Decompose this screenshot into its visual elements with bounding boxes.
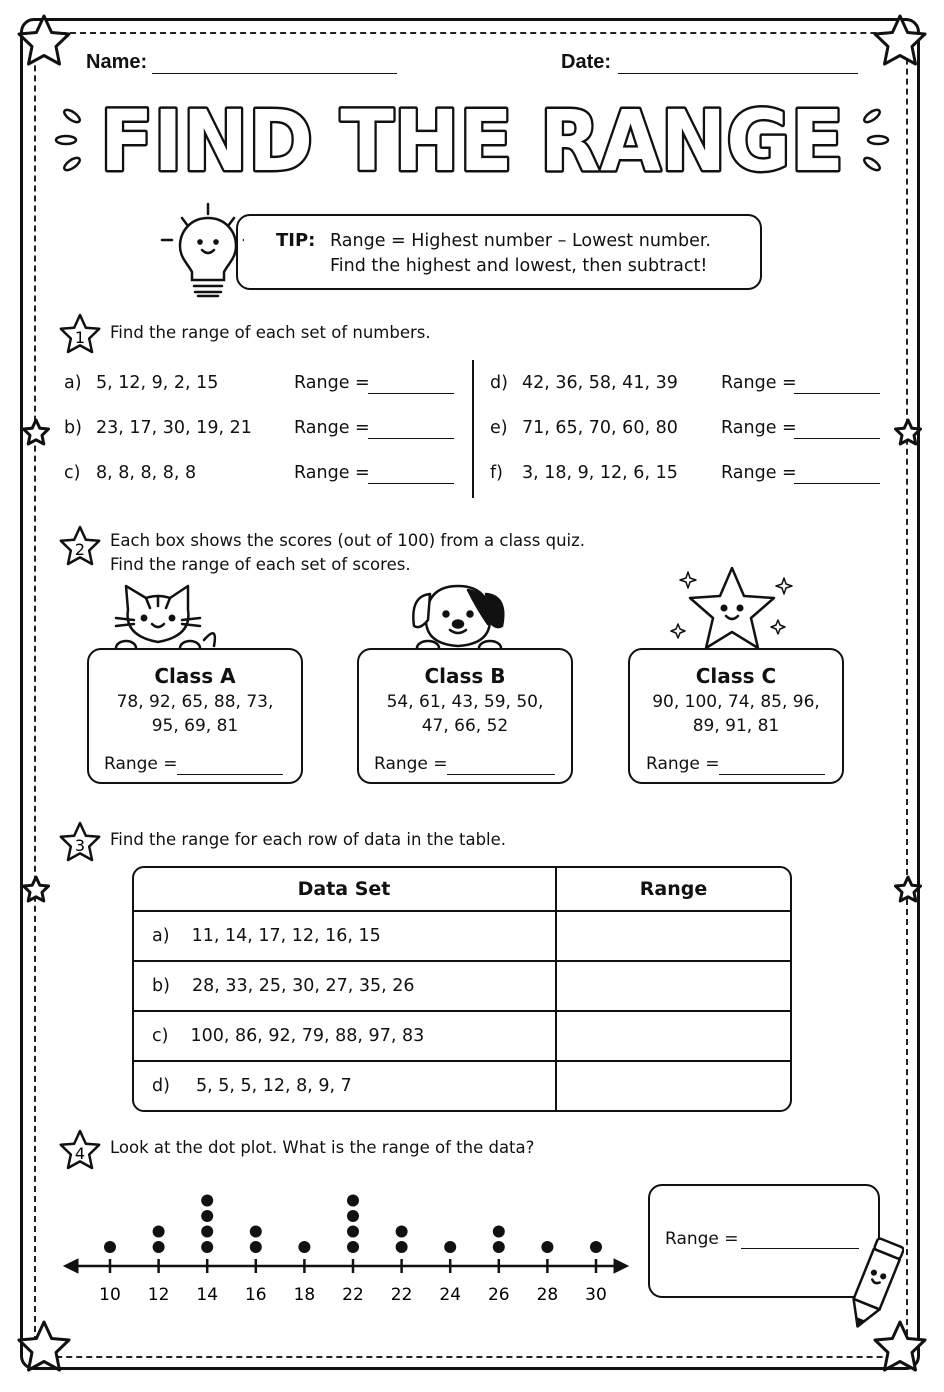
class-scores-line-1: 54, 61, 43, 59, 50, (386, 692, 544, 712)
table-row (134, 1012, 790, 1062)
item-values: 71, 65, 70, 60, 80 (522, 418, 678, 438)
tick-label: 26 (487, 1285, 510, 1305)
data-dot (444, 1241, 456, 1253)
class-c-box (628, 648, 844, 784)
question-2-star-icon (56, 522, 106, 568)
data-set-cell (134, 1012, 557, 1062)
column-header-range: Range (557, 868, 790, 912)
data-set-cell (134, 912, 557, 962)
question-3-star-icon (56, 818, 106, 864)
row-letter: d) (152, 1076, 170, 1096)
question-2-number: 2 (74, 540, 86, 559)
answer-blank[interactable] (794, 438, 880, 439)
data-table (132, 866, 792, 1112)
column-divider (472, 360, 474, 498)
class-name: Class C (695, 664, 777, 688)
class-scores-line-1: 78, 92, 65, 88, 73, (116, 692, 274, 712)
axis-left-arrow-icon (64, 1259, 78, 1273)
class-scores-line-1: 90, 100, 74, 85, 96, (652, 692, 820, 712)
class-scores-line-2: 89, 91, 81 (692, 716, 780, 736)
class-a-box (87, 648, 303, 784)
title-text: FIND THE RANGE (100, 92, 844, 190)
answer-blank[interactable] (368, 438, 454, 439)
answer-blank[interactable] (447, 774, 555, 775)
item-values: 8, 8, 8, 8, 8 (96, 463, 197, 483)
answer-blank[interactable] (794, 393, 880, 394)
data-dot (347, 1241, 359, 1253)
tick-label: 24 (439, 1285, 462, 1305)
data-dot (347, 1195, 359, 1207)
tick-label: 28 (536, 1285, 559, 1305)
tick-label: 16 (244, 1285, 267, 1305)
data-dot (493, 1241, 505, 1253)
range-label: Range = (294, 373, 370, 393)
range-answer-cell[interactable] (557, 1062, 790, 1110)
item-letter: d) (490, 373, 508, 393)
tip-box (236, 214, 762, 290)
answer-blank[interactable] (177, 774, 283, 775)
data-dot (541, 1241, 553, 1253)
dot-plot (60, 1180, 640, 1310)
table-row (134, 1062, 790, 1110)
answer-blank[interactable] (368, 483, 454, 484)
data-dot (153, 1226, 165, 1238)
range-label: Range = (721, 463, 797, 483)
dog-icon (404, 580, 514, 658)
question-4-prompt: Look at the dot plot. What is the range of the data? (110, 1138, 535, 1157)
answer-blank[interactable] (741, 1248, 859, 1249)
class-b-box (357, 648, 573, 784)
range-label: Range = (294, 418, 370, 438)
data-dot (201, 1241, 213, 1253)
data-dot (250, 1241, 262, 1253)
row-values: 11, 14, 17, 12, 16, 15 (191, 926, 381, 946)
range-answer-cell[interactable] (557, 912, 790, 962)
axis-right-arrow-icon (614, 1259, 628, 1273)
data-dot (153, 1241, 165, 1253)
class-name: Class A (154, 664, 236, 688)
row-letter: a) (152, 926, 170, 946)
data-set-cell (134, 962, 557, 1012)
row-values: 28, 33, 25, 30, 27, 35, 26 (191, 976, 415, 996)
data-dot (201, 1210, 213, 1222)
date-label: Date: (561, 51, 612, 73)
question-1-number: 1 (74, 328, 86, 347)
row-letter: c) (152, 1026, 169, 1046)
data-dot (590, 1241, 602, 1253)
question-1-prompt: Find the range of each set of numbers. (110, 323, 431, 342)
range-answer-cell[interactable] (557, 1012, 790, 1062)
data-dot (298, 1241, 310, 1253)
question-3-number: 3 (74, 836, 86, 855)
star-icon (668, 564, 798, 656)
class-scores-line-2: 95, 69, 81 (151, 716, 239, 736)
tip-line-1: Range = Highest number – Lowest number. (330, 231, 711, 251)
tick-label: 18 (293, 1285, 316, 1305)
class-scores-line-2: 47, 66, 52 (421, 716, 509, 736)
name-field[interactable] (152, 73, 397, 74)
data-dot (201, 1195, 213, 1207)
name-label: Name: (86, 51, 148, 73)
tick-label: 12 (147, 1285, 170, 1305)
data-dot (493, 1226, 505, 1238)
row-values: 5, 5, 5, 12, 8, 9, 7 (195, 1076, 352, 1096)
data-set-cell (134, 1062, 557, 1110)
question-2-prompt-line-1: Each box shows the scores (out of 100) from a class quiz. (110, 531, 586, 550)
table-header-row (134, 868, 790, 912)
tick-label: 22 (342, 1285, 364, 1305)
item-values: 5, 12, 9, 2, 15 (96, 373, 219, 393)
column-header-data-set: Data Set (134, 868, 557, 912)
range-label: Range = (374, 754, 448, 774)
range-label: Range = (294, 463, 370, 483)
row-letter: b) (152, 976, 170, 996)
question-2-prompt-line-2: Find the range of each set of scores. (110, 555, 411, 574)
data-dot (250, 1226, 262, 1238)
question-1-star-icon (56, 310, 106, 356)
cat-icon (108, 580, 228, 658)
tick-label: 30 (585, 1285, 607, 1305)
range-label: Range = (665, 1229, 739, 1249)
row-values: 100, 86, 92, 79, 88, 97, 83 (190, 1026, 425, 1046)
item-letter: f) (490, 463, 503, 483)
range-label: Range = (721, 418, 797, 438)
item-letter: b) (64, 418, 82, 438)
item-letter: e) (490, 418, 508, 438)
tip-line-2: Find the highest and lowest, then subtract! (330, 256, 708, 276)
date-field[interactable] (618, 73, 858, 74)
item-values: 23, 17, 30, 19, 21 (96, 418, 252, 438)
question-4-star-icon (56, 1126, 106, 1172)
answer-blank[interactable] (794, 483, 880, 484)
range-label: Range = (646, 754, 720, 774)
tick-label: 14 (196, 1285, 219, 1305)
tip-label: TIP: (276, 230, 316, 251)
lightbulb-icon (160, 200, 244, 304)
table-row (134, 912, 790, 962)
page-title (90, 92, 854, 192)
item-letter: a) (64, 373, 82, 393)
pencil-icon (846, 1236, 904, 1336)
answer-blank[interactable] (368, 393, 454, 394)
data-dot (347, 1210, 359, 1222)
question-3-prompt: Find the range for each row of data in the table. (110, 830, 507, 849)
data-dot (201, 1226, 213, 1238)
class-name: Class B (424, 664, 506, 688)
range-label: Range = (104, 754, 178, 774)
data-dot (396, 1226, 408, 1238)
data-dot (396, 1241, 408, 1253)
data-dot (104, 1241, 116, 1253)
table-row (134, 962, 790, 1012)
range-answer-cell[interactable] (557, 962, 790, 1012)
item-letter: c) (64, 463, 81, 483)
tick-label: 22 (390, 1285, 413, 1305)
range-label: Range = (721, 373, 797, 393)
data-dot (347, 1226, 359, 1238)
question-4-number: 4 (74, 1144, 86, 1163)
answer-blank[interactable] (719, 774, 825, 775)
item-values: 3, 18, 9, 12, 6, 15 (522, 463, 678, 483)
tick-label: 10 (99, 1285, 121, 1305)
item-values: 42, 36, 58, 41, 39 (522, 373, 678, 393)
